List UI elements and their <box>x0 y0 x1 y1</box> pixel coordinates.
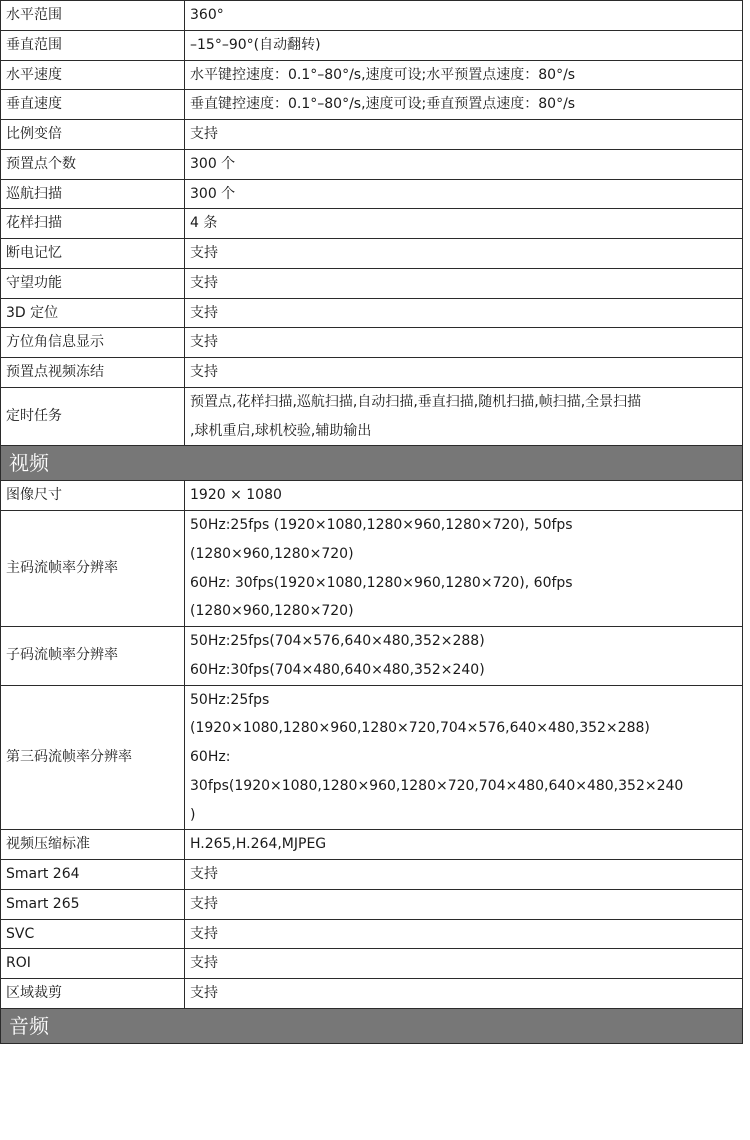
spec-value-line: 预置点,花样扫描,巡航扫描,自动扫描,垂直扫描,随机扫描,帧扫描,全景扫描 <box>190 393 642 410</box>
spec-row <box>1 90 743 120</box>
spec-value <box>185 60 743 90</box>
spec-row <box>1 328 743 358</box>
spec-row <box>1 387 743 446</box>
spec-value <box>185 511 743 627</box>
spec-value-line: 60Hz:30fps(704×480,640×480,352×240) <box>190 661 485 678</box>
spec-label: SVC <box>1 919 185 949</box>
spec-row <box>1 979 743 1009</box>
spec-row <box>1 60 743 90</box>
spec-label: ROI <box>1 949 185 979</box>
spec-label: 定时任务 <box>1 387 185 446</box>
spec-value <box>185 830 743 860</box>
spec-value-line: 50Hz:25fps (1920×1080,1280×960,1280×720), 50fps <box>190 517 573 533</box>
spec-value-line: 支持 <box>190 304 218 321</box>
spec-value-line: H.265,H.264,MJPEG <box>190 836 327 853</box>
spec-value <box>185 1 743 31</box>
spec-value <box>185 860 743 890</box>
spec-value-line: 300 个 <box>190 185 236 202</box>
spec-value <box>185 919 743 949</box>
spec-value-line: 支持 <box>190 895 218 912</box>
spec-value-line: 60Hz: <box>190 749 231 765</box>
spec-row <box>1 30 743 60</box>
spec-row <box>1 239 743 269</box>
section-title: 视频 <box>1 446 743 481</box>
spec-value <box>185 358 743 388</box>
spec-value <box>185 889 743 919</box>
spec-value-line: (1280×960,1280×720) <box>190 603 354 620</box>
spec-value-line: 60Hz: 30fps(1920×1080,1280×960,1280×720), 60fps <box>190 574 573 591</box>
spec-row <box>1 179 743 209</box>
spec-value-line: 300 个 <box>190 155 236 172</box>
spec-value <box>185 387 743 446</box>
spec-label: 比例变倍 <box>1 120 185 150</box>
spec-value-line: 360° <box>190 7 224 23</box>
spec-row <box>1 149 743 179</box>
spec-value <box>185 120 743 150</box>
spec-row <box>1 298 743 328</box>
spec-value <box>185 90 743 120</box>
spec-value-line: 支持 <box>190 925 218 942</box>
spec-label: 图像尺寸 <box>1 481 185 511</box>
spec-label: 视频压缩标准 <box>1 830 185 860</box>
spec-value-line: 支持 <box>190 364 218 380</box>
spec-row <box>1 120 743 150</box>
spec-label: 守望功能 <box>1 268 185 298</box>
spec-label: 水平范围 <box>1 1 185 31</box>
spec-value <box>185 239 743 269</box>
spec-row <box>1 889 743 919</box>
spec-value-line: (1920×1080,1280×960,1280×720,704×576,640×480,352×288) <box>190 720 650 737</box>
spec-row <box>1 209 743 239</box>
spec-value <box>185 328 743 358</box>
section-header <box>1 1008 743 1043</box>
spec-value <box>185 949 743 979</box>
spec-value-line: 支持 <box>190 985 218 1001</box>
spec-value-line: 水平键控速度：0.1°–80°/s,速度可设;水平预置点速度：80°/s <box>190 66 576 83</box>
spec-row <box>1 830 743 860</box>
spec-value-line: 支持 <box>190 274 218 291</box>
section-header <box>1 446 743 481</box>
spec-label: 预置点视频冻结 <box>1 358 185 388</box>
spec-value <box>185 209 743 239</box>
spec-value-line: 支持 <box>190 866 218 882</box>
spec-value-line: (1280×960,1280×720) <box>190 545 354 562</box>
spec-value-line: 支持 <box>190 955 218 972</box>
spec-label: 预置点个数 <box>1 149 185 179</box>
spec-label: 3D 定位 <box>1 298 185 328</box>
spec-value-line: 50Hz:25fps(704×576,640×480,352×288) <box>190 633 485 649</box>
spec-row <box>1 860 743 890</box>
spec-value-line: ) <box>190 806 196 823</box>
spec-row <box>1 919 743 949</box>
spec-value <box>185 627 743 686</box>
spec-row <box>1 511 743 627</box>
section-title: 音频 <box>1 1008 743 1043</box>
spec-value <box>185 179 743 209</box>
spec-value <box>185 685 743 830</box>
spec-row <box>1 481 743 511</box>
spec-value-line: 1920 × 1080 <box>190 487 282 504</box>
spec-value <box>185 298 743 328</box>
spec-value-line: ,球机重启,球机校验,辅助输出 <box>190 422 372 439</box>
spec-label: Smart 264 <box>1 860 185 890</box>
spec-value-line: 支持 <box>190 334 218 351</box>
spec-value-line: 垂直键控速度：0.1°–80°/s,速度可设;垂直预置点速度：80°/s <box>190 96 576 113</box>
spec-value <box>185 149 743 179</box>
spec-label: Smart 265 <box>1 889 185 919</box>
spec-value-line: 支持 <box>190 126 218 142</box>
spec-row <box>1 358 743 388</box>
spec-value <box>185 979 743 1009</box>
spec-value-line: –15°–90°(自动翻转) <box>190 36 321 53</box>
spec-row <box>1 685 743 830</box>
spec-value-line: 50Hz:25fps <box>190 691 270 708</box>
spec-value <box>185 481 743 511</box>
spec-value <box>185 268 743 298</box>
spec-value-line: 支持 <box>190 245 218 261</box>
spec-label: 区域裁剪 <box>1 979 185 1009</box>
spec-label: 垂直速度 <box>1 90 185 120</box>
spec-label: 断电记忆 <box>1 239 185 269</box>
spec-row <box>1 268 743 298</box>
spec-label: 垂直范围 <box>1 30 185 60</box>
spec-row <box>1 949 743 979</box>
spec-label: 方位角信息显示 <box>1 328 185 358</box>
spec-label: 主码流帧率分辨率 <box>1 511 185 627</box>
spec-value-line: 30fps(1920×1080,1280×960,1280×720,704×480,640×480,352×240 <box>190 777 684 794</box>
spec-value <box>185 30 743 60</box>
spec-row <box>1 627 743 686</box>
spec-label: 巡航扫描 <box>1 179 185 209</box>
spec-label: 子码流帧率分辨率 <box>1 627 185 686</box>
spec-value-line: 4 条 <box>190 215 218 232</box>
spec-label: 第三码流帧率分辨率 <box>1 685 185 830</box>
spec-label: 花样扫描 <box>1 209 185 239</box>
spec-row <box>1 1 743 31</box>
spec-label: 水平速度 <box>1 60 185 90</box>
